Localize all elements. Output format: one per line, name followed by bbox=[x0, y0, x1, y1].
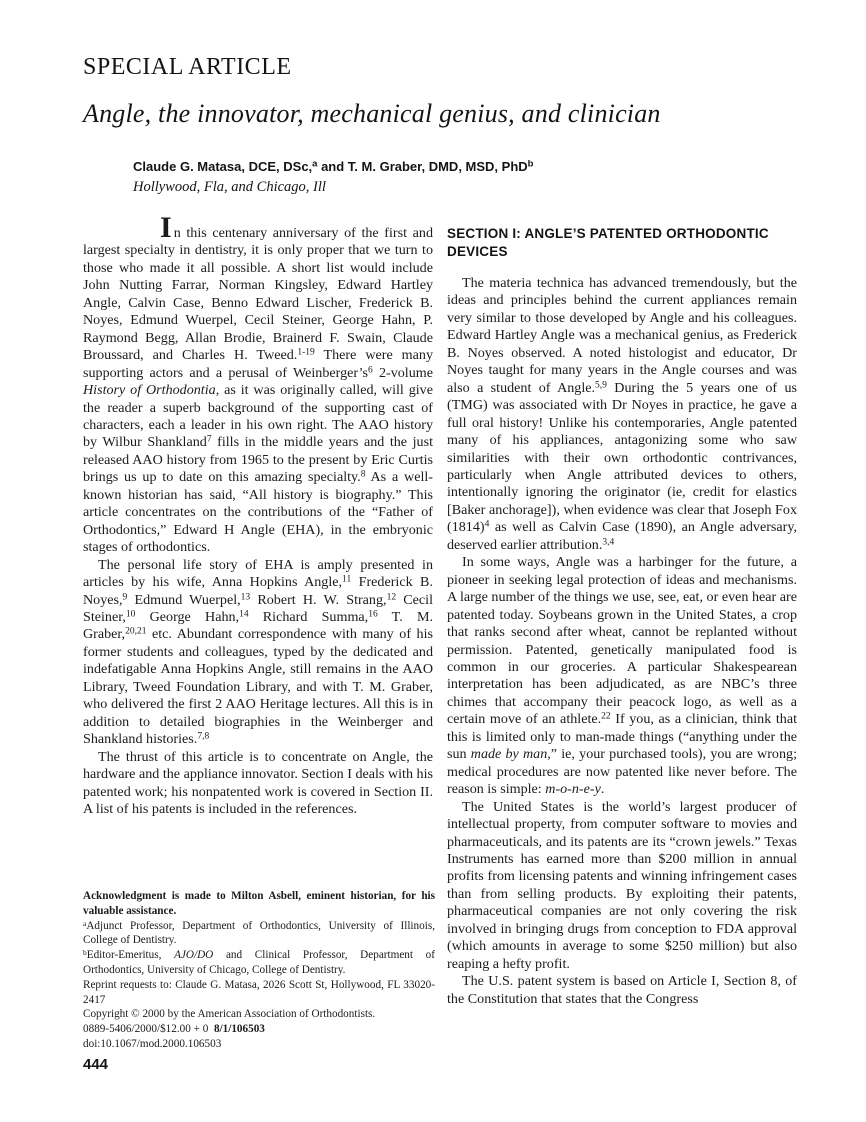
footnote-block bbox=[83, 889, 435, 1052]
page-number: 444 bbox=[83, 1056, 109, 1073]
text-segment: 0889-5406/2000/$12.00 + 0 bbox=[83, 1023, 214, 1036]
text-segment: Frederick B. Noyes, bbox=[83, 574, 433, 608]
reference-superscript: 7,8 bbox=[197, 731, 210, 742]
footnote bbox=[83, 919, 435, 949]
text-segment: The personal life story of EHA is amply presented in articles by his wife, Anna Hopkins Angle, bbox=[83, 556, 433, 591]
text-segment: as well as Calvin Case (1890), an Angle adversary, deserved earlier attribution. bbox=[447, 519, 797, 553]
text-segment: AJO/DO bbox=[174, 949, 214, 962]
affiliation-line: Hollywood, Fla, and Chicago, Ill bbox=[133, 179, 326, 195]
footnote bbox=[83, 889, 435, 919]
right-column-text bbox=[447, 275, 797, 1008]
article-title: Angle, the innovator, mechanical genius, and clinician bbox=[83, 99, 661, 128]
text-segment: As a well-known historian has said, “All history is biography.” This article concentrates on the contributions of the “Father of Orthodontics,” Edward H Angle (EHA), in the embryonic stages of orthodontics. bbox=[83, 469, 433, 556]
text-segment: ,” ie, your purchased tools), you are wrong; medical procedures are now patented like never before. The reason is simple: bbox=[447, 746, 797, 798]
text-segment: etc. Abundant correspondence with many of his former students and colleagues, typed by the dedicated and indefatigable Anna Hopkins Angle, still remains in the AAO Library, Tweed Foundation Library, and with T. M. Graber, who delivered the first 2 AAO Heritage lectures. All this is in addition to detailed biographies in the Weinberger and Shankland histories. bbox=[83, 626, 433, 748]
reference-superscript: 16 bbox=[368, 609, 378, 620]
article-type-label: SPECIAL ARTICLE bbox=[83, 54, 292, 80]
drop-cap: I bbox=[160, 211, 172, 244]
text-segment: . bbox=[600, 781, 605, 798]
text-segment: 2-volume bbox=[372, 364, 433, 381]
reference-superscript: 14 bbox=[239, 609, 249, 620]
reference-superscript: 10 bbox=[125, 609, 136, 620]
text-segment: Adjunct Professor, Department of Orthodontics, University of Illinois, College of Dentistry. bbox=[83, 919, 435, 947]
text-segment: The thrust of this article is to concentrate on Angle, the hardware and the appliance innovator. Section I deals with his patented work; his nonpatented work is covered in Section II. A list of his patents is included in the references. bbox=[83, 748, 433, 817]
text-segment: The U.S. patent system is based on Article I, Section 8, of the Constitution that states that the Congress bbox=[447, 973, 797, 1007]
footnote bbox=[83, 1022, 435, 1037]
body-paragraph bbox=[447, 799, 797, 974]
text-segment: There were many supporting actors and a perusal of Weinberger’s bbox=[83, 347, 433, 381]
text-segment: Edmund Wuerpel, bbox=[127, 591, 241, 608]
text-segment: Claude G. Matasa, DCE, DSc, bbox=[133, 159, 313, 174]
text-segment: History of Orthodontia bbox=[83, 382, 216, 399]
text-segment: In some ways, Angle was a harbinger for the future, a pioneer in seeking legal protection of ideas and mechanisms. A large number of the things we use, see, eat, or even hear are patented today. Soybeans grown in the United States, a crop that ranks second after wheat, cannot be replanted without permission. Patented, genetically manipulated food is common in our groceries. A particular Shakespearean interpretation has been adjudicated, as are NBC’s three chimes that accompany their peacock logo, as well as a certain move of an athlete. bbox=[447, 554, 797, 728]
section-heading: SECTION I: ANGLE’S PATENTED ORTHODONTIC DEVICES bbox=[447, 226, 769, 259]
text-segment: During the 5 years one of us (TMG) was associated with Dr Noyes in practice, he gave a full oral history! Unlike his contemporaries, Angle patented many of his appliances, antagonizing some who saw similarities with their own orthodontic contrivances, particularly when Angle attributed devices to others, intentionally ignoring the originator (ie, credit for elastics [Baker anchorage]), when evidence was clear that Joseph Fox (1814) bbox=[447, 379, 797, 536]
article-header bbox=[83, 54, 797, 196]
text-segment: T. M. Graber, bbox=[83, 608, 433, 643]
text-segment: m-o-n-e-y bbox=[545, 781, 601, 798]
reference-superscript: 7 bbox=[206, 434, 212, 445]
reference-superscript: b bbox=[527, 158, 534, 170]
text-segment: and Clinical Professor, Department of Orthodontics, University of Chicago, College of Dentistry. bbox=[83, 949, 435, 976]
reference-superscript: 6 bbox=[368, 365, 373, 376]
text-segment: , as it was originally called, will give the reader a superb background of the supporting cast of characters, each a leader in his own right. The AAO history by Wilbur Shankland bbox=[83, 382, 433, 451]
author-line bbox=[133, 159, 797, 174]
reference-superscript: 8 bbox=[360, 469, 366, 480]
text-segment: The materia technica has advanced tremendously, but the ideas and principles behind the current appliances remain very similar to those developed by Angle and his colleagues. Edward Hartley Angle was a mechanical genius, as Frederick B. Noyes observed. A noted histologist and educator, Dr Noyes taught for many years in the Angle courses and was also a student of Angle. bbox=[447, 275, 797, 396]
text-segment: If you, as a clinician, think that this is limited only to man-made things (“anything under the sun bbox=[447, 711, 797, 763]
footnote bbox=[83, 1037, 435, 1052]
text-segment: The United States is the world’s largest producer of intellectual property, from computer software to movies and pharmaceuticals, and its patents are its “crown jewels.” Texas Instruments has earned more than $200 million in annual profits from licensing patents and winning infringement cases than from selling products. By exploiting their patents, pharmaceutical companies are not only covering the risk involved in bringing drugs from conception to FDA approval (which amounts in average to some $250 million) but also reaping a hefty profit. bbox=[447, 798, 797, 972]
reference-superscript: 22 bbox=[601, 711, 611, 722]
reference-superscript: 4 bbox=[484, 519, 490, 530]
text-segment: Richard Summa, bbox=[248, 608, 369, 625]
text-segment: and T. M. Graber, DMD, MSD, PhD bbox=[317, 159, 528, 174]
reference-superscript: 11 bbox=[342, 574, 352, 585]
body-paragraph bbox=[83, 557, 433, 749]
text-segment: Acknowledgment is made to Milton Asbell, eminent historian, for his valuable assistance. bbox=[83, 890, 435, 917]
footnote bbox=[83, 978, 435, 1008]
footnote bbox=[83, 948, 435, 978]
body-paragraph bbox=[83, 211, 433, 557]
text-segment: George Hahn, bbox=[135, 608, 240, 625]
text-segment: made by man bbox=[470, 746, 548, 763]
text-segment: doi:10.1067/mod.2000.106503 bbox=[83, 1037, 222, 1050]
text-segment: 8/1/106503 bbox=[213, 1023, 265, 1036]
reference-superscript: 20,21 bbox=[125, 626, 147, 637]
footnote bbox=[83, 1007, 435, 1022]
text-segment: fills in the middle years and the just released AAO history from 1965 to the present by Eric Curtis brings us up to date on this amazing specialty. bbox=[83, 434, 433, 486]
reference-superscript: 1-19 bbox=[297, 347, 315, 358]
right-column bbox=[447, 225, 797, 1008]
reference-superscript: a bbox=[312, 158, 318, 170]
reference-superscript: b bbox=[83, 948, 87, 958]
reference-superscript: 9 bbox=[122, 592, 128, 603]
reference-superscript: 3,4 bbox=[602, 537, 615, 548]
text-segment: Cecil Steiner, bbox=[83, 591, 433, 625]
reference-superscript: 5,9 bbox=[595, 380, 607, 391]
body-paragraph bbox=[447, 973, 797, 1008]
text-segment: n this centenary anniversary of the first and largest specialty in dentistry, it is only proper that we turn to those who made it all possible. A short list would include John Nutting Farrar, Norman Kingsley, Edward Hartley Angle, Calvin Case, Benno Edward Lischer, Frederick B. Noyes, Edmund Wuerpel, Cecil Steiner, George Hahn, P. Raymond Begg, Allan Brodie, Brainerd F. Swain, Claude Broussard, and Charles H. Tweed. bbox=[83, 225, 433, 364]
text-segment: Reprint requests to: Claude G. Matasa, 2026 Scott St, Hollywood, FL 33020-2417 bbox=[83, 978, 435, 1006]
body-paragraph bbox=[447, 554, 797, 798]
reference-superscript: 12 bbox=[386, 592, 397, 603]
body-paragraph bbox=[83, 749, 433, 819]
text-segment: Editor-Emeritus, bbox=[86, 949, 175, 962]
body-paragraph bbox=[447, 275, 797, 554]
reference-superscript: 13 bbox=[240, 592, 251, 603]
text-segment: Robert H. W. Strang, bbox=[250, 591, 387, 608]
text-segment: Copyright © 2000 by the American Association of Orthodontists. bbox=[83, 1008, 376, 1021]
reference-superscript: a bbox=[83, 918, 87, 928]
